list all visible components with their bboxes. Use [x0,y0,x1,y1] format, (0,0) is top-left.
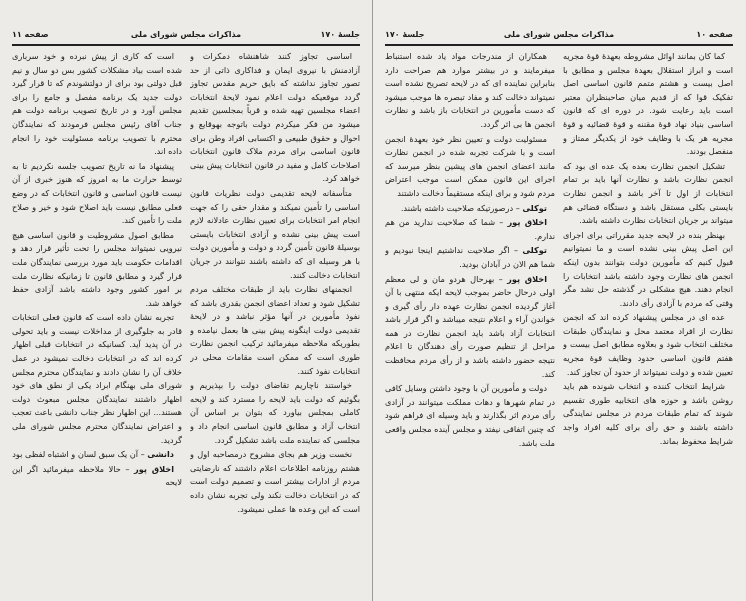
speaker-name: اخلاق پور [134,463,174,474]
running-title: مذاکرات مجلس شورای ملی [503,30,615,39]
speaker-name: توکلی [522,245,547,256]
paragraph: شرایط انتخاب کننده و انتخاب شونده هم باید روشن باشد و حوزه های انتخابیه طوری تقسیم شوند که تمام طبقات مردم در مجلس نمایندگی داشته باشند و حق رأی برای کلیه افراد واجد شرایط محفوظ بماند. [563,381,733,446]
speaker-name: دانشی [147,449,174,460]
paragraph: مطابق اصول مشروطیت و قانون اساسی هیچ نیرویی نمیتواند مجلس را تحت تأثیر قرار دهد و اقدامات حکومت باید مورد بررسی نمایندگان ملت قرار گیرد و مطابق قانون تا زمانیکه نظارت ملت بر امور کشور وجود داشته باشد آزادی حفظ خواهد شد. [12,229,182,308]
header-rule [385,44,733,46]
session-number: جلسهٔ ۱۷۰ [385,30,425,39]
paragraph: پیشنهاد ما نه تاریخ تصویب جلسه نکردیم تا به توسط حرارت ما به امروز که هنوز خبری از آن نیست قانون اساسی و قانون انتخابات که در وضع فعلی مطابق نیست باید اصلاح شود و خیر و صلاح ملت را تأمین کند. [12,160,182,226]
paragraph: بهنظر بنده در لایحه جدید مقرراتی برای اجرای این اصل پیش بینی نشده است و ما نمیتوانیم قبول کنیم که مأمورین دولت بتوانند بدون اینکه انجمن های نظارت وجود داشته باشد انتخابات را انجام دهند. هیچ مشکلی در گذشته حل نشد مگر وقتی که مردم با آزادی رأی دادند. [563,229,733,308]
paragraph: است که کاری از پیش نبرده و خود سرباری شده است بیاد مشکلات کشور بس دو سال و نیم قبل دولتی بود برای از دولتشوندم که تا قرار گیرد دولت جدید یک برنامه مفصل و جامع را برای مجلس آورد و در تاریخ تصویب برنامه دولت هم جناب آقای رئیس مجلس فرمودند که نمایندگان محترم با تصویب برنامه مسئولیت خود را انجام داده اند. [12,51,182,157]
page-number: صفحه ۱۰ [696,30,733,39]
page-header [385,30,733,44]
running-title: مذاکرات مجلس شورای ملی [130,30,242,39]
paragraph: اخلاق پور – بهرحال هردو مان و لی معظم اولی درحال حاضر بموجب لایحه ایکه منتهی با آن آغاز گردیده انجمن نظارت عهده دار رأی گیری و خواندن آراء و اعلام نتیجه میباشد و اگر قرار باشد انتخابات آزاد باشد باید انجمن نظارت در همه مراحل از تنظیم صورت رأی دهندگان تا اعلام نتیجه حضور داشته باشد و از رأی مردم محافظت کند. [385,273,555,379]
paragraph: اخلاق پور – شما که صلاحیت ندارید من هم ندارم. [385,217,555,241]
paragraph: انجمنهای نظارت باید از طبقات مختلف مردم تشکیل شود و تعداد اعضای انجمن بقدری باشد که نفوذ مأمورین در آنها مؤثر نباشد و در لایحهٔ تقدیمی دولت اینگونه پیش بینی ها بعمل نیامده و بطوریکه ملاحظه میفرمائید ترکیب انجمن نظارت طوری است که ممکن است مقامات محلی در انتخابات نفوذ کنند. [190,284,360,376]
paragraph: نخست وزیر هم بجای مشروح درمصاحبه اول و هشتم روزنامه اطلاعات اعلام داشتند که نارضایتی مردم از ادارات بیشتر است و تصمیم دولت است که در انتخابات دخالت نکند ولی تجربه نشان داده است که این وعده ها عملی نمیشود. [190,449,360,514]
paragraph: تجربه نشان داده است که قانون فعلی انتخابات قادر به جلوگیری از مداخلات نیست و باید تحولی در آن پدید آید. کسانیکه در انتخابات قبلی اظهار کرده اند که در انتخابات دخالت نمیشود در عمل خلاف آن را نشان دادند و نمایندگان محترم مجلس شورای ملی بهنگام ابراد یکی از نطق های خود اظهار داشتند نمایندگان مجلس مبعوث دولت هستند... این اظهار نظر جناب دانشی باعث تعجب و اعتراض نمایندگان محترم مجلس شورای ملی گردید. [12,312,182,445]
speaker-name: اخلاق پور [507,217,547,228]
page-number: صفحه ۱۱ [12,30,49,39]
text-column-right [563,50,733,593]
text-column-right [190,50,360,593]
right-page [373,0,745,601]
speaker-name: توکلی [522,202,547,213]
paragraph: دولت و مأمورین آن با وجود داشتن وسایل کافی در تمام شهرها و دهات مملکت میتوانند در آزادی رأی مردم اثر بگذارند و باید وسیله ای فراهم شود که چنین اتفاقی نیفتد و مجلس آینده مجلس واقعی ملت باشد. [385,383,555,448]
paragraph: تشکیل انجمن نظارت بعده یک عده ای بود که انجمن نظارت باشد و نظارت آنها باید بر تمام انتخابات از اول تا آخر باشد و انجمن نظارت بایستی بکلی مستقل باشد و دستگاه قضائی هم میتواند بر جریان انتخابات نظارت داشته باشد. [563,160,733,226]
page-header [12,30,360,44]
paragraph: همکاران از مندرجات مواد یاد شده استنباط میفرمایند و در بیشتر موارد هم صراحت دارد بنابراین نماینده ای که در لایحه تصریح نشده است نمیتواند دخالت کند و مفاد تبصره ها موجب میشود که دست مأمورین در انتخابات باز باشد و نظارت انجمن ها بی اثر گردد. [385,51,555,129]
paragraph: کما کان بمانند اوائل مشروطه بعهدهٔ قوهٔ مجریه است و ابراز استقلال بعهدهٔ مجلس و مطابق با اصل بیست و هشتم متمم قانون اساسی اصل تفکیک قوا که از قدیم میان صاحبنظران معتبر است باید رعایت شود. در دوره ای که قانون اساسی بنیاد نهاد قوهٔ مقننه و قوهٔ قضائیه و قوهٔ مجریه هر یک با وظایف خود از یکدیگر ممتاز و منفصل بودند. [563,51,733,157]
paragraph: متأسفانه لایحه تقدیمی دولت نظریات قانون اساسی را تأمین نمیکند و مقدار حقی را که جهت انجام امر انتخابات برای تعیین نظارت عادلانه لازم است پیش بینی نشده و آزادی انتخابات بایستی بوسیلهٔ قانون تأمین گردد و دولت و مأمورین دولت با هر وسیله ای که داشته باشند نتوانند در جریان انتخابات دخالت کنند. [190,187,360,280]
paragraph: مسئولیت دولت و تعیین نظر خود بعهدهٔ انجمن است و با شرکت تجربه شده در انجمن نظارت مانند اعضای انجمن های پیشین بنظر میرسد که اجرای این قانون ممکن است موجب اعتراض مردم شود و برای اینکه مستقیماً دخالت داشتند [385,133,555,198]
text-column-left [12,50,182,593]
paragraph: خواستند ناچاریم تقاضای دولت را بپذیریم و بگوئیم که دولت باید لایحه را مسترد کند و لایحه کاملی بمجلس بیاورد که بتوان بر اساس آن انتخاب آزاد و مطابق قانون اساسی انجام داد و مجلسی که نماینده ملت باشد تشکیل گردد. [190,380,360,445]
paragraph: توکلی – اگر صلاحیت نداشتیم اینجا نبودیم و شما هم الان در آبادان بودید. [385,245,555,269]
text-column-left [385,50,555,593]
paragraph: عده ای در مجلس پیشنهاد کرده اند که انجمن نظارت از افراد معتمد محل و نمایندگان طبقات مختلف انتخاب شود و بعلاوه مطابق اصل بیست و هفتم قانون اساسی حدود وظایف قوهٔ مجریه تعیین شده و دولت نمیتواند از حدود آن تجاوز کند. [563,312,733,377]
speech: دانشی – آن یک سبق لسان و اشتباه لفظی بود [12,449,174,460]
paragraph: توکلی – درصورتیکه صلاحیت داشته باشند. [400,202,547,213]
speech: اخلاق پور – حالا ملاحظه میفرمائید اگر این لایحه [12,463,182,488]
header-rule [12,44,360,46]
paragraph: اساسی تجاوز کنند شاهنشاه دمکرات و آزادمنش با نیروی ایمان و فداکاری ذاتی از حد تصور تجاوز نداشته که بایق حریم مقدس تجاوز گردد موقعیکه دولت اعلام نمود لایحهٔ انتخابات اعضاء مجلسین تهیه شده و قرباً بمجلسین تقدیم میشود من فکر میکردم دولت باتوجه بهوقایع و احوال و حقوق طبیعی و اکتسابی افراد وطن برای قانون اساسی برای مردم ملاک قانون انتخابات اصلاحات کامل و مفید در قانون انتخابات پیش بینی خواهد کرد. [190,51,360,184]
speaker-name: اخلاق پور [507,273,547,284]
session-number: جلسهٔ ۱۷۰ [320,30,360,39]
